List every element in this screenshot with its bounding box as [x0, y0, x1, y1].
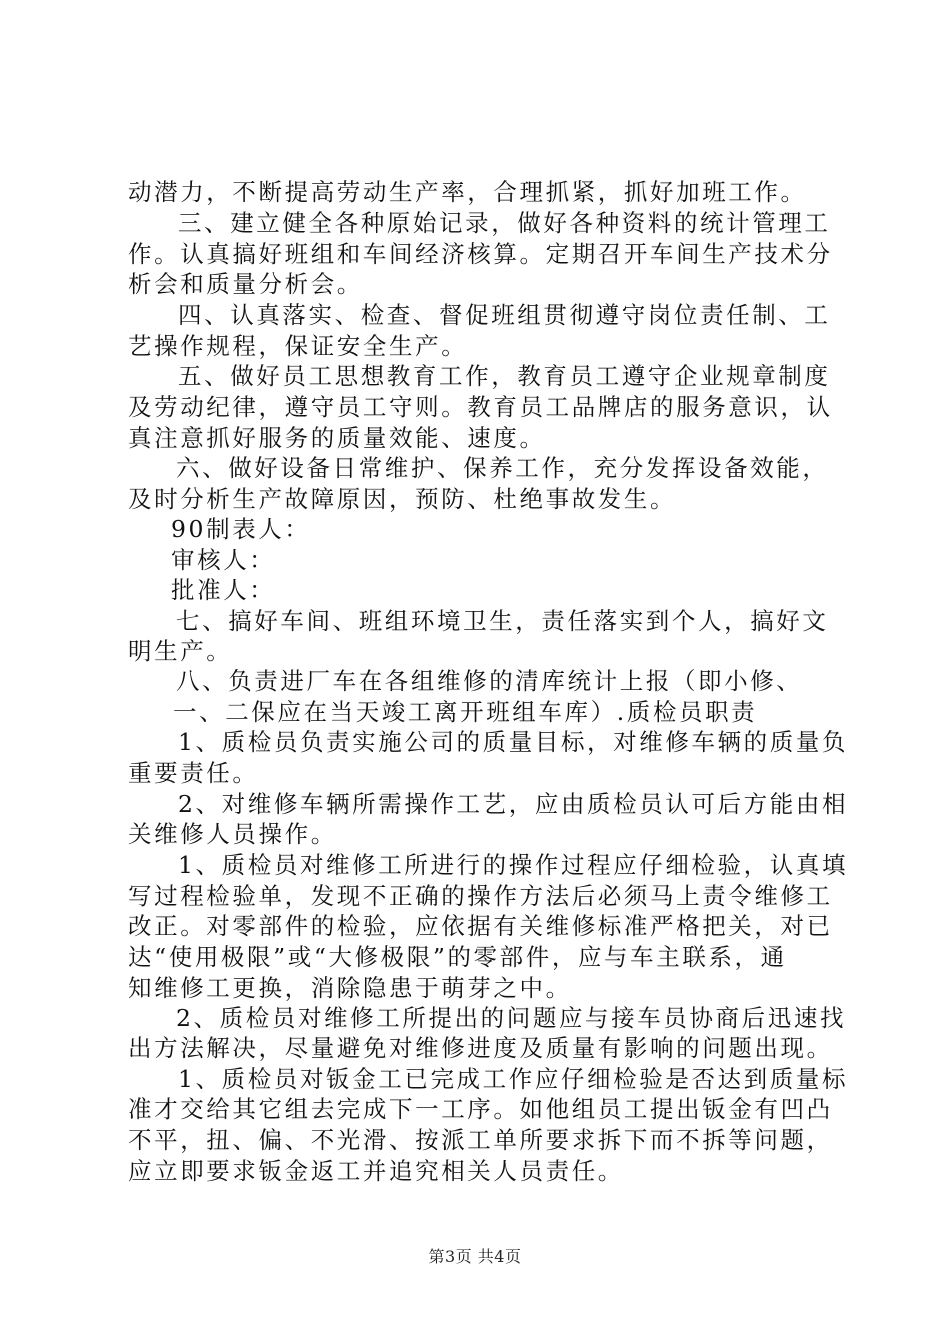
paragraph-line: 五、做好员工思想教育工作，教育员工遵守企业规章制度 — [178, 362, 831, 390]
paragraph-line: 艺操作规程，保证安全生产。 — [128, 332, 468, 360]
page-number-footer: 第3页 共4页 — [428, 1247, 522, 1266]
paragraph-line: 1、质检员对钣金工已完成工作应仔细检验是否达到质量标 — [178, 1065, 849, 1093]
paragraph-line: 明生产。 — [128, 637, 233, 665]
paragraph-line: 关维修人员操作。 — [128, 820, 337, 848]
paragraph-line: 写过程检验单，发现不正确的操作方法后必须马上责令维修工 — [128, 882, 833, 910]
paragraph-line: 2、质检员对维修工所提出的问题应与接车员协商后迅速找 — [176, 1004, 847, 1032]
paragraph-line: 作。认真搞好班组和车间经济核算。定期召开车间生产技术分 — [128, 240, 833, 268]
paragraph-line: 改正。对零部件的检验，应依据有关维修标准严格把关，对已 — [128, 912, 833, 940]
paragraph-line: 应立即要求钣金返工并追究相关人员责任。 — [128, 1157, 624, 1185]
paragraph-line: 析会和质量分析会。 — [128, 270, 363, 298]
paragraph-line: 八、负责进厂车在各组维修的清库统计上报（即小修、 — [176, 667, 803, 695]
paragraph-line: 2、对维修车辆所需操作工艺，应由质检员认可后方能由相 — [178, 790, 849, 818]
paragraph-line: 审核人： — [171, 546, 276, 574]
paragraph-line: 动潜力，不断提高劳动生产率，合理抓紧，抓好加班工作。 — [128, 178, 807, 206]
paragraph-line: 不平，扭、偏、不光滑、按派工单所要求拆下而不拆等问题， — [128, 1126, 833, 1154]
paragraph-line: 六、做好设备日常维护、保养工作，充分发挥设备效能， — [176, 454, 829, 482]
paragraph-line: 90制表人： — [171, 515, 311, 543]
paragraph-line: 出方法解决，尽量避免对维修进度及质量有影响的问题出现。 — [128, 1034, 833, 1062]
paragraph-line: 及时分析生产故障原因，预防、杜绝事故发生。 — [128, 485, 677, 513]
paragraph-line: 七、搞好车间、班组环境卫生，责任落实到个人，搞好文 — [176, 607, 829, 635]
paragraph-line: 真注意抓好服务的质量效能、速度。 — [128, 424, 546, 452]
paragraph-line: 准才交给其它组去完成下一工序。如他组员工提出钣金有凹凸 — [128, 1095, 833, 1123]
paragraph-line: 重要责任。 — [128, 759, 259, 787]
paragraph-line: 四、认真落实、检查、督促班组贯彻遵守岗位责任制、工 — [178, 301, 831, 329]
paragraph-line: 及劳动纪律，遵守员工守则。教育员工品牌店的服务意识，认 — [128, 393, 833, 421]
paragraph-line: 一、二保应在当天竣工离开班组车库）.质检员职责 — [173, 698, 758, 726]
paragraph-line: 知维修工更换，消除隐患于萌芽之中。 — [128, 974, 572, 1002]
paragraph-line: 达“使用极限”或“大修极限”的零部件，应与车主联系，通 — [128, 943, 787, 971]
paragraph-line: 三、建立健全各种原始记录，做好各种资料的统计管理工 — [178, 209, 831, 237]
paragraph-line: 1、质检员负责实施公司的质量目标，对维修车辆的质量负 — [178, 728, 849, 756]
paragraph-line: 批准人： — [171, 576, 276, 604]
paragraph-line: 1、质检员对维修工所进行的操作过程应仔细检验，认真填 — [178, 851, 849, 879]
